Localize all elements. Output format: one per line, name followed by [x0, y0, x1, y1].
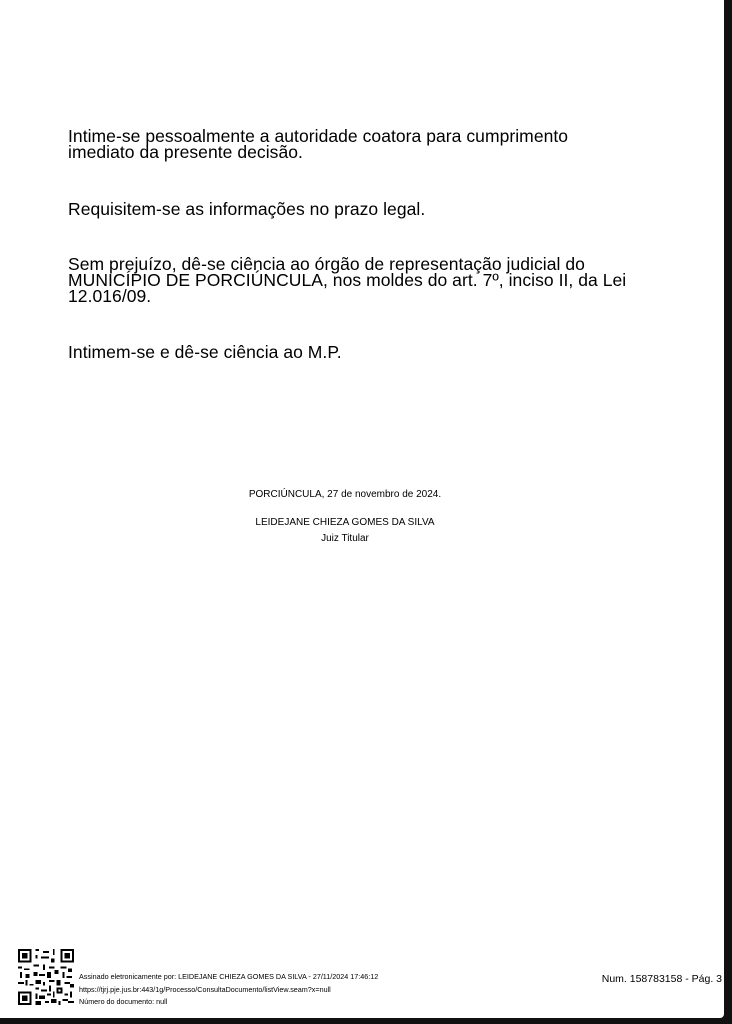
signed-by-text: Assinado eletronicamente por: LEIDEJANE CHIEZA GOMES DA SILVA - 27/11/2024 17:46:12 — [79, 972, 379, 981]
electronic-signature-info — [79, 971, 378, 1009]
signature-role: Juiz Titular — [321, 533, 369, 544]
document-number: Número do documento: null — [79, 997, 168, 1006]
qr-code-icon — [18, 949, 74, 1005]
document-url: https://tjrj.pje.jus.br:443/1g/Processo/ConsultaDocumento/listView.seam?x=null — [79, 984, 331, 994]
page-reference: Num. 158783158 - Pág. 3 — [601, 973, 722, 985]
paragraph-mp-notice: Intimem-se e dê-se ciência ao M.P. — [68, 342, 342, 362]
paragraph-intimation: Intime-se pessoalmente a autoridade coatora para cumprimento imediato da presente decisão. — [68, 126, 569, 162]
paragraph-notice-municipality: Sem prejuízo, dê-se ciência ao órgão de representação judicial do MUNICÍPIO DE PORCIÚNCULA, nos moldes do art. 7º, inciso II, da Lei 12.016/09. — [68, 254, 627, 306]
signature-place-date: PORCIÚNCULA, 27 de novembro de 2024. — [248, 489, 442, 500]
paragraph-information-request: Requisitem-se as informações no prazo legal. — [68, 199, 426, 219]
signature-name: LEIDEJANE CHIEZA GOMES DA SILVA — [255, 517, 435, 528]
